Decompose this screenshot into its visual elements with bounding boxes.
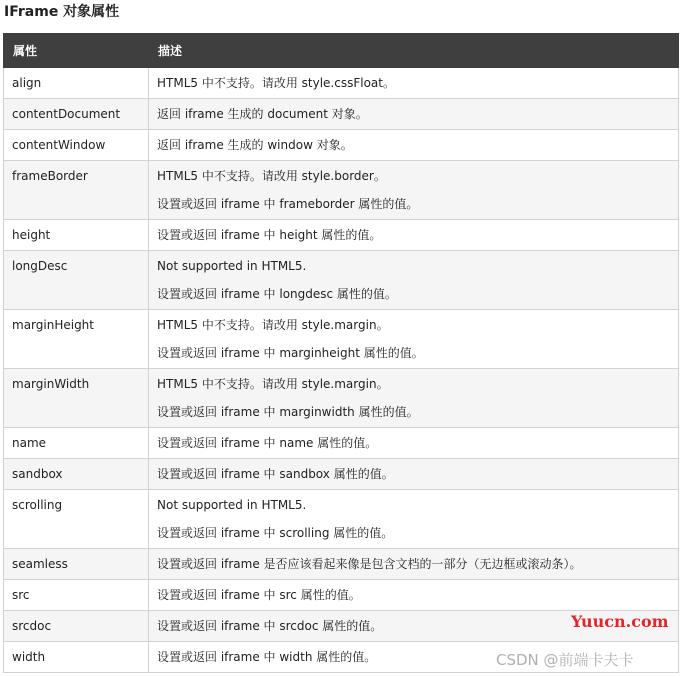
property-name-cell: longDesc [4, 251, 149, 310]
column-header-description: 描述 [149, 34, 679, 68]
property-description-cell [149, 428, 679, 459]
table-row [4, 310, 679, 369]
description-line: 返回 iframe 生成的 window 对象。 [157, 138, 353, 152]
property-description-cell [149, 251, 679, 310]
description-line: 返回 iframe 生成的 document 对象。 [157, 107, 368, 121]
table-row [4, 251, 679, 310]
description-line: 设置或返回 iframe 是否应该看起来像是包含文档的一部分（无边框或滚动条）。 [157, 557, 582, 571]
description-line: Not supported in HTML5. [157, 498, 307, 512]
description-line: 设置或返回 iframe 中 longdesc 属性的值。 [157, 287, 397, 301]
property-description-cell [149, 220, 679, 251]
property-description-cell [149, 161, 679, 220]
description-line: 设置或返回 iframe 中 frameborder 属性的值。 [157, 197, 419, 211]
property-name-cell: marginHeight [4, 310, 149, 369]
table-row [4, 580, 679, 611]
property-name-cell: src [4, 580, 149, 611]
page-title: IFrame 对象属性 [4, 4, 120, 20]
description-line: 设置或返回 iframe 中 src 属性的值。 [157, 588, 361, 602]
property-name-cell: width [4, 642, 149, 673]
property-description-cell [149, 68, 679, 99]
property-name-cell: name [4, 428, 149, 459]
description-line: 设置或返回 iframe 中 sandbox 属性的值。 [157, 467, 394, 481]
property-name-cell: marginWidth [4, 369, 149, 428]
property-name-cell: align [4, 68, 149, 99]
property-name-cell: seamless [4, 549, 149, 580]
table-row [4, 369, 679, 428]
description-line: 设置或返回 iframe 中 name 属性的值。 [157, 436, 378, 450]
table-row [4, 459, 679, 490]
property-name-cell: frameBorder [4, 161, 149, 220]
description-line: 设置或返回 iframe 中 marginheight 属性的值。 [157, 346, 424, 360]
property-name-cell: sandbox [4, 459, 149, 490]
table-row [4, 490, 679, 549]
yuucn-watermark: Yuucn.com [571, 612, 669, 631]
table-row [4, 220, 679, 251]
property-description-cell [149, 130, 679, 161]
property-description-cell [149, 580, 679, 611]
table-row [4, 161, 679, 220]
description-line: HTML5 中不支持。请改用 style.margin。 [157, 377, 389, 391]
property-description-cell [149, 549, 679, 580]
column-header-property: 属性 [4, 34, 149, 68]
iframe-properties-table [3, 33, 679, 673]
description-line: Not supported in HTML5. [157, 259, 307, 273]
property-name-cell: height [4, 220, 149, 251]
description-line: 设置或返回 iframe 中 marginwidth 属性的值。 [157, 405, 419, 419]
table-row [4, 68, 679, 99]
property-name-cell: contentWindow [4, 130, 149, 161]
table-header-row [4, 34, 679, 68]
description-line: HTML5 中不支持。请改用 style.cssFloat。 [157, 76, 395, 90]
property-name-cell: scrolling [4, 490, 149, 549]
csdn-watermark: CSDN @前端卡夫卡 [496, 651, 634, 669]
description-line: 设置或返回 iframe 中 height 属性的值。 [157, 228, 382, 242]
table-body [4, 68, 679, 673]
property-name-cell: srcdoc [4, 611, 149, 642]
description-line: 设置或返回 iframe 中 srcdoc 属性的值。 [157, 619, 383, 633]
table-row [4, 99, 679, 130]
table-row [4, 428, 679, 459]
property-description-cell [149, 310, 679, 369]
description-line: HTML5 中不支持。请改用 style.border。 [157, 169, 386, 183]
property-description-cell [149, 369, 679, 428]
table-row [4, 549, 679, 580]
property-name-cell: contentDocument [4, 99, 149, 130]
property-description-cell [149, 490, 679, 549]
property-description-cell [149, 99, 679, 130]
property-description-cell [149, 459, 679, 490]
table-row [4, 130, 679, 161]
description-line: 设置或返回 iframe 中 width 属性的值。 [157, 650, 377, 664]
description-line: 设置或返回 iframe 中 scrolling 属性的值。 [157, 526, 394, 540]
description-line: HTML5 中不支持。请改用 style.margin。 [157, 318, 389, 332]
